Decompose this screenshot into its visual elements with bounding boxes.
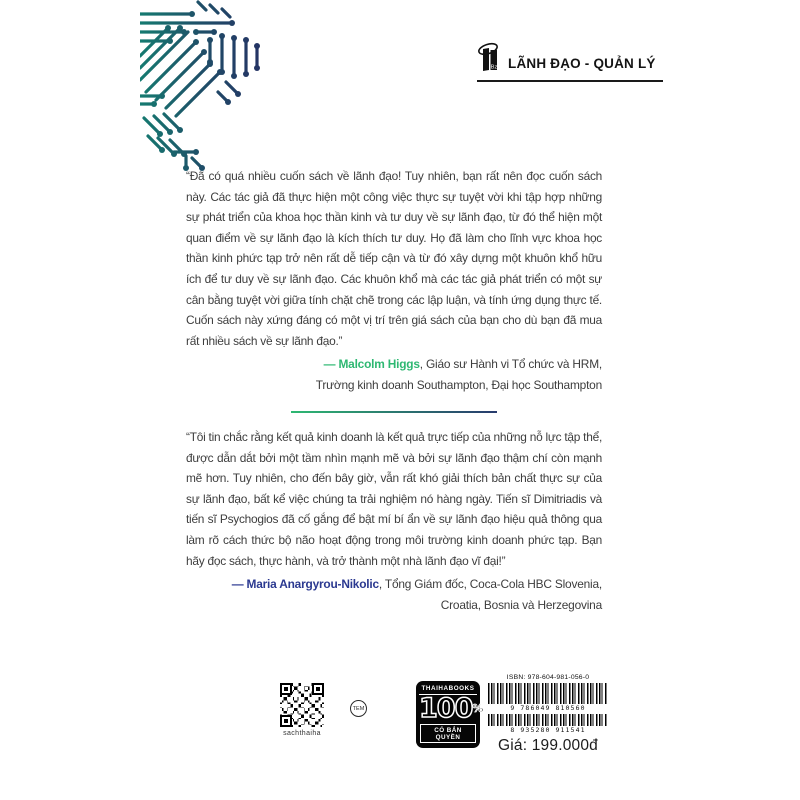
isbn-barcode-digits: 9 786049 810560: [510, 704, 586, 712]
qr-code-block: [279, 683, 325, 737]
qr-finder-top-right: [312, 683, 324, 695]
author-name-2: — Maria Anargyrou-Nikolic: [231, 577, 379, 592]
testimonial-attribution-2: [186, 574, 602, 616]
badge-brand: THAIHABOOKS: [419, 685, 477, 695]
product-barcode: [488, 714, 608, 726]
isbn-barcode: [488, 683, 608, 704]
category-underline: [477, 80, 663, 82]
author-affiliation-1: Trường kinh doanh Southampton, Đại học Southampton: [315, 378, 602, 393]
author-role-2: , Tổng Giám đốc, Coca-Cola HBC Slovenia,: [378, 577, 602, 592]
testimonial-quote-2: “Tôi tin chắc rằng kết quả kinh doanh là kết quả trực tiếp của những nỗ lực tập thể, được dẫn dắt bởi một tầm nhìn mạnh mẽ và bởi sự lãnh đạo thậm chí còn mạnh mẽ hơn. Tuy nhiên, cho đến bây giờ, vẫn rất khó giải thích bản chất thực sự của sự lãnh đạo, bất kể việc chúng ta trải nghiệm nó hàng ngày. Tiến sĩ Dimitriadis và tiến sĩ Psychogios đã cố gắng để bật mí bí ẩn về sự lãnh đạo hiệu quả thông qua làm rõ cách thức bộ não hoạt động trong môi trường kinh doanh phức tạp. Bạn hãy đọc sách, thực hành, và trở thành một nhà lãnh đạo vĩ đại!”: [186, 430, 603, 568]
testimonials-column: [186, 166, 602, 616]
circuit-brain-graphic: [140, 0, 275, 175]
qr-caption: sachthaiha: [283, 730, 321, 737]
isbn-text: ISBN: 978-604-981-056-0: [506, 674, 590, 681]
product-barcode-digits: 8 935280 911541: [510, 726, 586, 734]
author-affiliation-2: Croatia, Bosnia và Herzegovina: [440, 597, 602, 612]
author-role-1: , Giáo sư Hành vi Tổ chức và HRM,: [419, 357, 602, 372]
category-label: LÃNH ĐẠO - QUẢN LÝ: [508, 56, 656, 71]
gradient-divider: [291, 411, 497, 413]
barcode-block: [488, 674, 608, 755]
testimonial-quote-1: “Đã có quá nhiều cuốn sách về lãnh đạo! Tuy nhiên, bạn rất nên đọc cuốn sách này. Các tác giả đã thực hiện một công việc thực sự tuyệt vời khi tập hợp những sự phát triển của khoa học thần kinh và tư duy về sự lãnh đạo, từ đó thể hiện một quan điểm về sự lãnh đạo là kích thích tư duy. Họ đã làm cho lĩnh vực khoa học thần kinh phức tạp trở nên rất dễ tiếp cận và từ đó xây dựng một khuôn khổ hữu ích để tư duy về sự lãnh đạo. Các khuôn khổ mà các tác giả phát triển có một sự cân bằng tuyệt vời giữa tính chặt chẽ trong các lập luận, và tính ứng dụng thực tế. Cuốn sách này xứng đáng có một vị trí trên giá sách của bạn cho dù bạn đã mua rất nhiều sách về sự lãnh đạo.”: [186, 169, 602, 348]
price-text: Giá: 199.000đ: [498, 737, 598, 754]
badge-caption: CÓ BẢN QUYỀN: [420, 724, 476, 743]
copyright-badge: [416, 681, 484, 748]
qr-finder-top-left: [280, 683, 292, 695]
badge-percent: 100%: [419, 693, 484, 724]
category-header: [477, 42, 667, 74]
qr-code: [280, 683, 324, 727]
publisher-logo-icon: [477, 42, 501, 74]
tem-stamp: TEM: [350, 700, 367, 717]
svg-text:Bz: Bz: [490, 64, 498, 71]
author-name-1: — Malcolm Higgs: [323, 357, 420, 372]
testimonial-attribution-1: [186, 354, 602, 396]
qr-finder-bottom-left: [280, 715, 292, 727]
